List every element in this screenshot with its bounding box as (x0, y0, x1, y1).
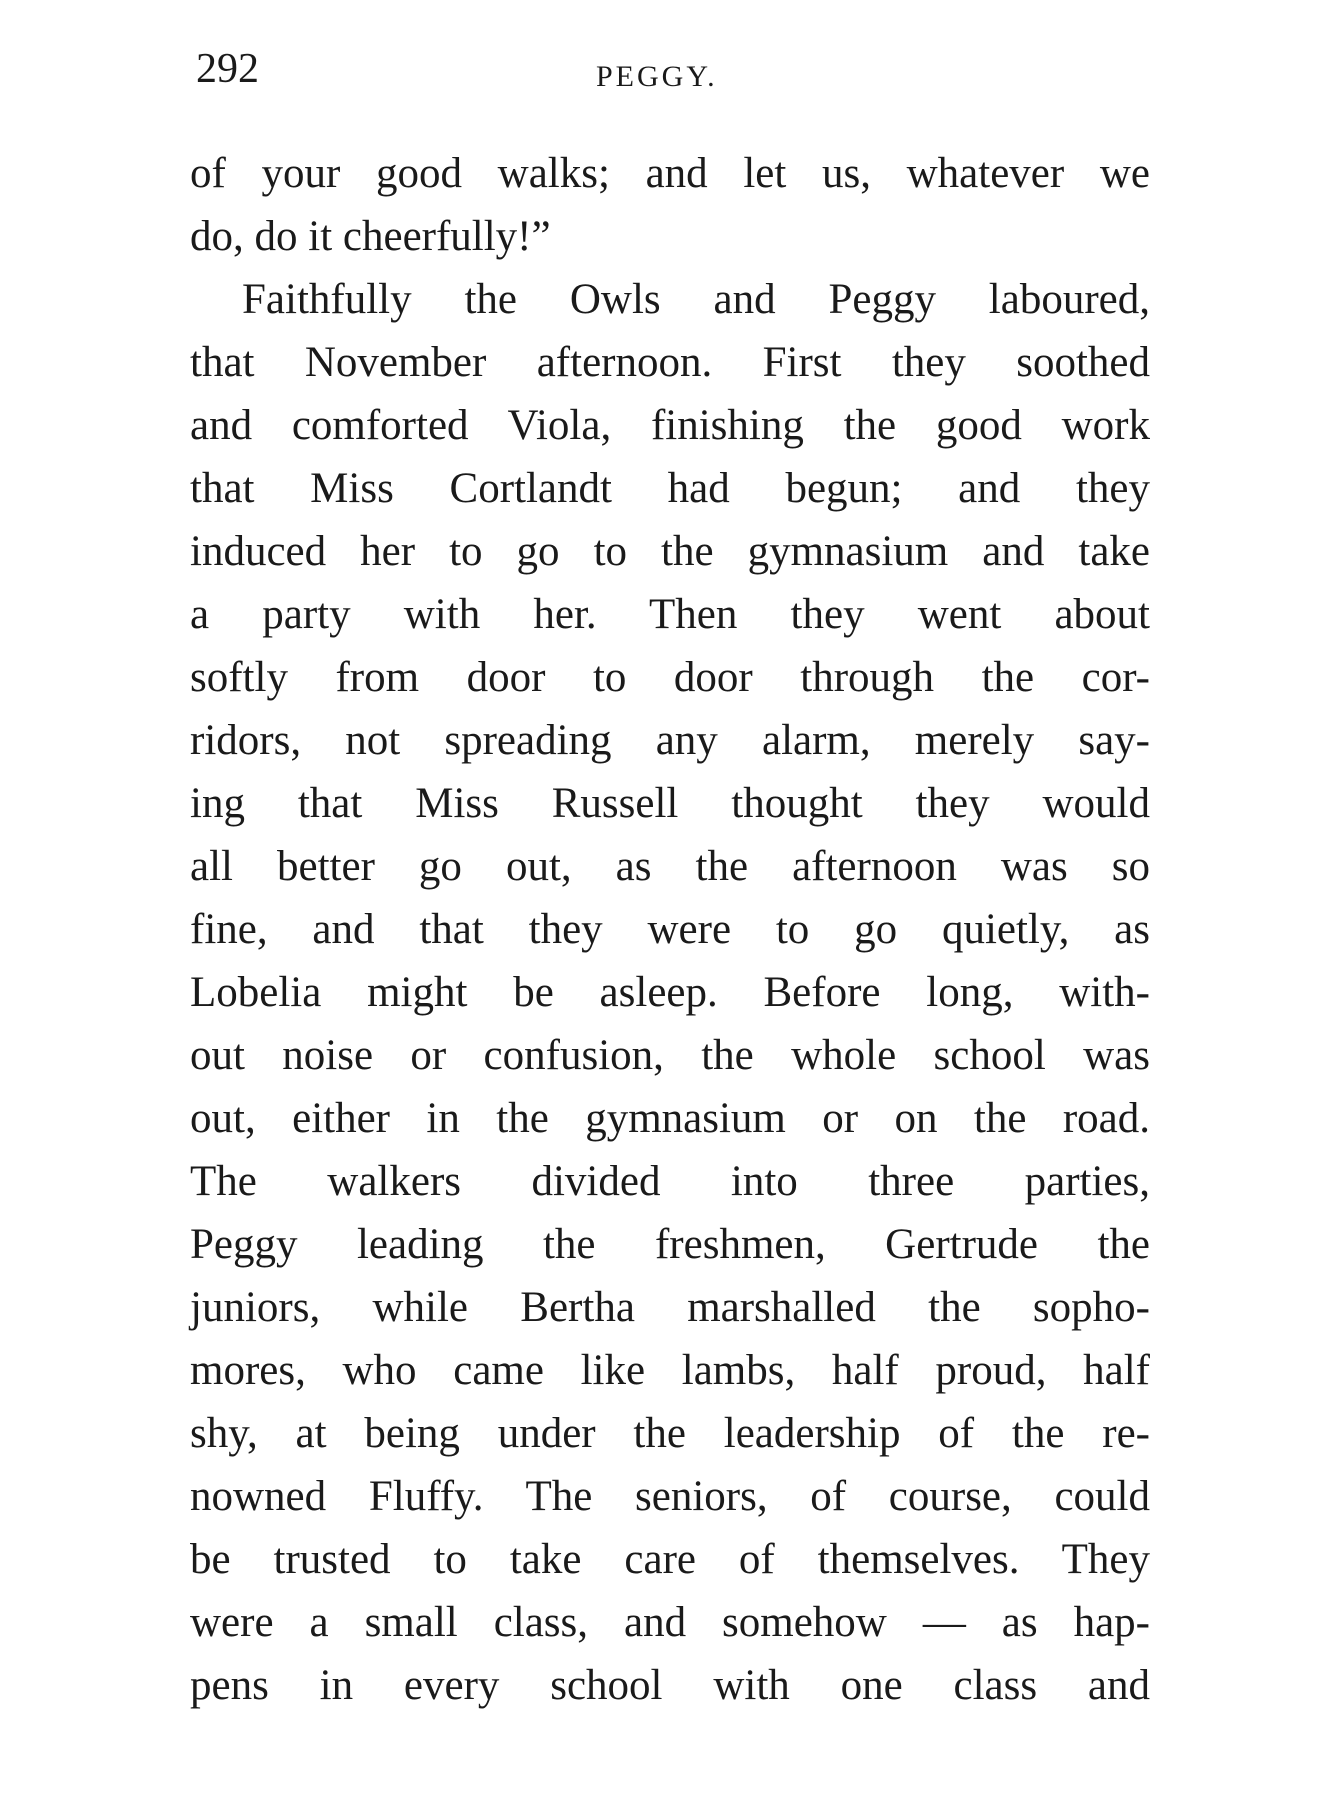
text-line: Peggy leading the freshmen, Gertrude the (190, 1221, 1150, 1268)
text-line: The walkers divided into three parties, (190, 1158, 1150, 1205)
text-line: a party with her. Then they went about (190, 591, 1150, 638)
text-line: softly from door to door through the cor- (190, 654, 1150, 701)
text-line: out noise or confusion, the whole school was (190, 1032, 1150, 1079)
text-line: that Miss Cortlandt had begun; and they (190, 465, 1150, 512)
text-line: nowned Fluffy. The seniors, of course, could (190, 1473, 1150, 1520)
text-line: induced her to go to the gymnasium and take (190, 528, 1150, 575)
text-line: pens in every school with one class and (190, 1662, 1150, 1709)
body-text (190, 142, 1150, 1717)
text-line: all better go out, as the afternoon was so (190, 843, 1150, 890)
text-line: ing that Miss Russell thought they would (190, 780, 1150, 827)
text-line: Lobelia might be asleep. Before long, with- (190, 969, 1150, 1016)
text-line: do, do it cheerfully!” (190, 213, 551, 260)
text-line: mores, who came like lambs, half proud, half (190, 1347, 1150, 1394)
text-line: be trusted to take care of themselves. They (190, 1536, 1150, 1583)
text-line: shy, at being under the leadership of the re- (190, 1410, 1150, 1457)
running-head: PEGGY. (596, 60, 718, 93)
text-line: fine, and that they were to go quietly, as (190, 906, 1150, 953)
page-header (196, 42, 1148, 102)
text-line: of your good walks; and let us, whatever we (190, 150, 1150, 197)
text-line: were a small class, and somehow — as hap- (190, 1599, 1150, 1646)
text-line: juniors, while Bertha marshalled the sopho- (190, 1284, 1150, 1331)
text-line: Faithfully the Owls and Peggy laboured, (242, 276, 1150, 323)
text-line: out, either in the gymnasium or on the road. (190, 1095, 1150, 1142)
page-number: 292 (196, 46, 259, 92)
text-line: that November afternoon. First they soothed (190, 339, 1150, 386)
text-line: and comforted Viola, finishing the good work (190, 402, 1150, 449)
text-line: ridors, not spreading any alarm, merely say- (190, 717, 1150, 764)
